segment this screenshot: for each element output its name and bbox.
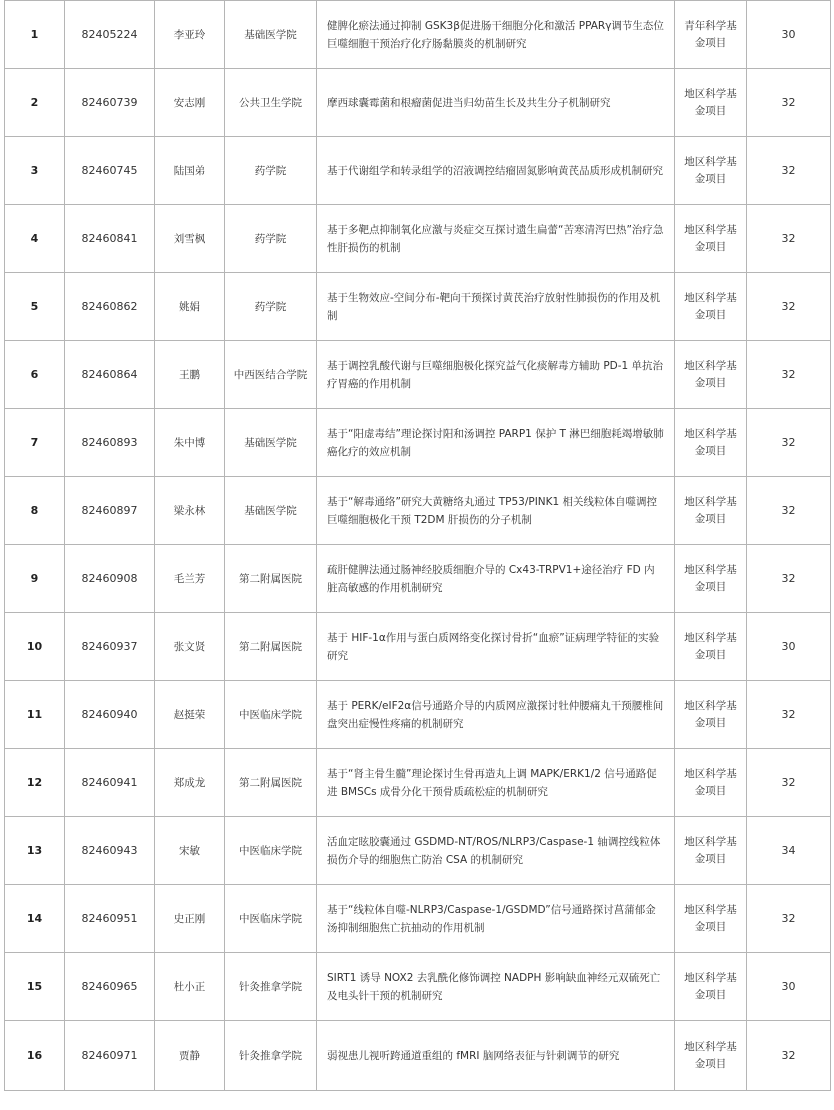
- funding-type: 地区科学基金项目: [675, 1021, 747, 1091]
- row-number: 7: [5, 409, 65, 477]
- department: 药学院: [225, 273, 317, 341]
- funding-amount: 30: [747, 613, 831, 681]
- department: 第二附属医院: [225, 545, 317, 613]
- row-number: 15: [5, 953, 65, 1021]
- table-row: [5, 613, 831, 681]
- table-row: [5, 1021, 831, 1091]
- funding-type: 地区科学基金项目: [675, 341, 747, 409]
- investigator-name: 刘雪枫: [155, 205, 225, 273]
- investigator-name: 安志刚: [155, 69, 225, 137]
- investigator-name: 王鹏: [155, 341, 225, 409]
- funding-type: 地区科学基金项目: [675, 205, 747, 273]
- investigator-name: 郑成龙: [155, 749, 225, 817]
- funding-type: 青年科学基金项目: [675, 1, 747, 69]
- investigator-name: 朱中博: [155, 409, 225, 477]
- table-row: [5, 1, 831, 69]
- row-number: 9: [5, 545, 65, 613]
- department: 第二附属医院: [225, 613, 317, 681]
- funding-type: 地区科学基金项目: [675, 273, 747, 341]
- project-id: 82460971: [65, 1021, 155, 1091]
- department: 中医临床学院: [225, 681, 317, 749]
- investigator-name: 宋敏: [155, 817, 225, 885]
- project-title: 基于“阳虚毒结”理论探讨阳和汤调控 PARP1 保护 T 淋巴细胞耗竭增敏肺癌化疗的效应机制: [317, 409, 675, 477]
- funding-amount: 32: [747, 1021, 831, 1091]
- project-id: 82460864: [65, 341, 155, 409]
- project-id: 82460965: [65, 953, 155, 1021]
- grant-table-body: [5, 1, 831, 1091]
- funding-type: 地区科学基金项目: [675, 613, 747, 681]
- project-title: 基于“解毒通络”研究大黄糖络丸通过 TP53/PINK1 相关线粒体自噬调控巨噬细胞极化干预 T2DM 肝损伤的分子机制: [317, 477, 675, 545]
- table-row: [5, 273, 831, 341]
- row-number: 16: [5, 1021, 65, 1091]
- table-row: [5, 409, 831, 477]
- investigator-name: 李亚玲: [155, 1, 225, 69]
- table-row: [5, 817, 831, 885]
- table-row: [5, 477, 831, 545]
- project-id: 82460943: [65, 817, 155, 885]
- investigator-name: 杜小正: [155, 953, 225, 1021]
- project-title: 基于 HIF-1α作用与蛋白质网络变化探讨骨折“血瘀”证病理学特征的实验研究: [317, 613, 675, 681]
- project-title: 基于生物效应-空间分布-靶向干预探讨黄芪治疗放射性肺损伤的作用及机制: [317, 273, 675, 341]
- investigator-name: 史正刚: [155, 885, 225, 953]
- funding-amount: 32: [747, 749, 831, 817]
- investigator-name: 张文贤: [155, 613, 225, 681]
- project-id: 82460893: [65, 409, 155, 477]
- funding-amount: 32: [747, 885, 831, 953]
- investigator-name: 陆国弟: [155, 137, 225, 205]
- project-title: 基于“线粒体自噬-NLRP3/Caspase-1/GSDMD”信号通路探讨菖蒲郁金汤抑制细胞焦亡抗抽动的作用机制: [317, 885, 675, 953]
- department: 公共卫生学院: [225, 69, 317, 137]
- funding-amount: 30: [747, 1, 831, 69]
- row-number: 2: [5, 69, 65, 137]
- row-number: 13: [5, 817, 65, 885]
- grant-table: [4, 0, 831, 1091]
- row-number: 3: [5, 137, 65, 205]
- funding-amount: 32: [747, 477, 831, 545]
- table-row: [5, 545, 831, 613]
- investigator-name: 贾静: [155, 1021, 225, 1091]
- department: 第二附属医院: [225, 749, 317, 817]
- project-title: 基于调控乳酸代谢与巨噬细胞极化探究益气化痰解毒方辅助 PD-1 单抗治疗胃癌的作用机制: [317, 341, 675, 409]
- department: 中西医结合学院: [225, 341, 317, 409]
- table-row: [5, 953, 831, 1021]
- funding-amount: 32: [747, 341, 831, 409]
- row-number: 1: [5, 1, 65, 69]
- project-title: 健脾化瘀法通过抑制 GSK3β促进肠干细胞分化和激活 PPARγ调节生态位巨噬细胞干预治疗化疗肠黏膜炎的机制研究: [317, 1, 675, 69]
- funding-amount: 32: [747, 545, 831, 613]
- project-id: 82460862: [65, 273, 155, 341]
- project-title: 疏肝健脾法通过肠神经胶质细胞介导的 Cx43-TRPV1+途径治疗 FD 内脏高敏感的作用机制研究: [317, 545, 675, 613]
- department: 基础医学院: [225, 409, 317, 477]
- funding-type: 地区科学基金项目: [675, 885, 747, 953]
- table-row: [5, 749, 831, 817]
- table-row: [5, 69, 831, 137]
- table-row: [5, 681, 831, 749]
- row-number: 5: [5, 273, 65, 341]
- project-title: 基于 PERK/eIF2α信号通路介导的内质网应激探讨牡仲腰痛丸干预腰椎间盘突出症慢性疼痛的机制研究: [317, 681, 675, 749]
- funding-amount: 32: [747, 205, 831, 273]
- department: 针灸推拿学院: [225, 953, 317, 1021]
- table-row: [5, 341, 831, 409]
- row-number: 6: [5, 341, 65, 409]
- funding-amount: 32: [747, 273, 831, 341]
- table-row: [5, 885, 831, 953]
- table-row: [5, 205, 831, 273]
- project-id: 82460745: [65, 137, 155, 205]
- project-id: 82460841: [65, 205, 155, 273]
- funding-type: 地区科学基金项目: [675, 817, 747, 885]
- funding-amount: 30: [747, 953, 831, 1021]
- project-title: 基于多靶点抑制氧化应激与炎症交互探讨遗生扁蕾“苦寒清泻巴热”治疗急性肝损伤的机制: [317, 205, 675, 273]
- project-title: 弱视患儿视听跨通道重组的 fMRI 脑网络表征与针刺调节的研究: [317, 1021, 675, 1091]
- investigator-name: 梁永林: [155, 477, 225, 545]
- funding-type: 地区科学基金项目: [675, 545, 747, 613]
- grant-list: [4, 0, 830, 1091]
- department: 基础医学院: [225, 1, 317, 69]
- row-number: 14: [5, 885, 65, 953]
- department: 中医临床学院: [225, 885, 317, 953]
- funding-amount: 32: [747, 409, 831, 477]
- funding-type: 地区科学基金项目: [675, 477, 747, 545]
- project-title: 摩西球囊霉菌和根瘤菌促进当归幼苗生长及共生分子机制研究: [317, 69, 675, 137]
- department: 针灸推拿学院: [225, 1021, 317, 1091]
- funding-type: 地区科学基金项目: [675, 409, 747, 477]
- project-id: 82405224: [65, 1, 155, 69]
- row-number: 10: [5, 613, 65, 681]
- funding-amount: 32: [747, 69, 831, 137]
- funding-type: 地区科学基金项目: [675, 681, 747, 749]
- project-id: 82460937: [65, 613, 155, 681]
- investigator-name: 毛兰芳: [155, 545, 225, 613]
- funding-amount: 32: [747, 137, 831, 205]
- funding-amount: 32: [747, 681, 831, 749]
- row-number: 11: [5, 681, 65, 749]
- project-id: 82460940: [65, 681, 155, 749]
- project-id: 82460897: [65, 477, 155, 545]
- funding-type: 地区科学基金项目: [675, 953, 747, 1021]
- project-id: 82460951: [65, 885, 155, 953]
- funding-type: 地区科学基金项目: [675, 749, 747, 817]
- project-title: SIRT1 诱导 NOX2 去乳酰化修饰调控 NADPH 影响缺血神经元双硫死亡及电头针干预的机制研究: [317, 953, 675, 1021]
- project-id: 82460941: [65, 749, 155, 817]
- department: 药学院: [225, 137, 317, 205]
- department: 基础医学院: [225, 477, 317, 545]
- project-id: 82460908: [65, 545, 155, 613]
- row-number: 8: [5, 477, 65, 545]
- investigator-name: 姚娟: [155, 273, 225, 341]
- department: 中医临床学院: [225, 817, 317, 885]
- funding-type: 地区科学基金项目: [675, 69, 747, 137]
- funding-amount: 34: [747, 817, 831, 885]
- department: 药学院: [225, 205, 317, 273]
- project-title: 基于代谢组学和转录组学的沼液调控结瘤固氮影响黄芪品质形成机制研究: [317, 137, 675, 205]
- project-title: 活血定眩胶囊通过 GSDMD-NT/ROS/NLRP3/Caspase-1 轴调控线粒体损伤介导的细胞焦亡防治 CSA 的机制研究: [317, 817, 675, 885]
- row-number: 4: [5, 205, 65, 273]
- project-title: 基于“肾主骨生髓”理论探讨生骨再造丸上调 MAPK/ERK1/2 信号通路促进 BMSCs 成骨分化干预骨质疏松症的机制研究: [317, 749, 675, 817]
- row-number: 12: [5, 749, 65, 817]
- funding-type: 地区科学基金项目: [675, 137, 747, 205]
- project-id: 82460739: [65, 69, 155, 137]
- investigator-name: 赵挺荣: [155, 681, 225, 749]
- table-row: [5, 137, 831, 205]
